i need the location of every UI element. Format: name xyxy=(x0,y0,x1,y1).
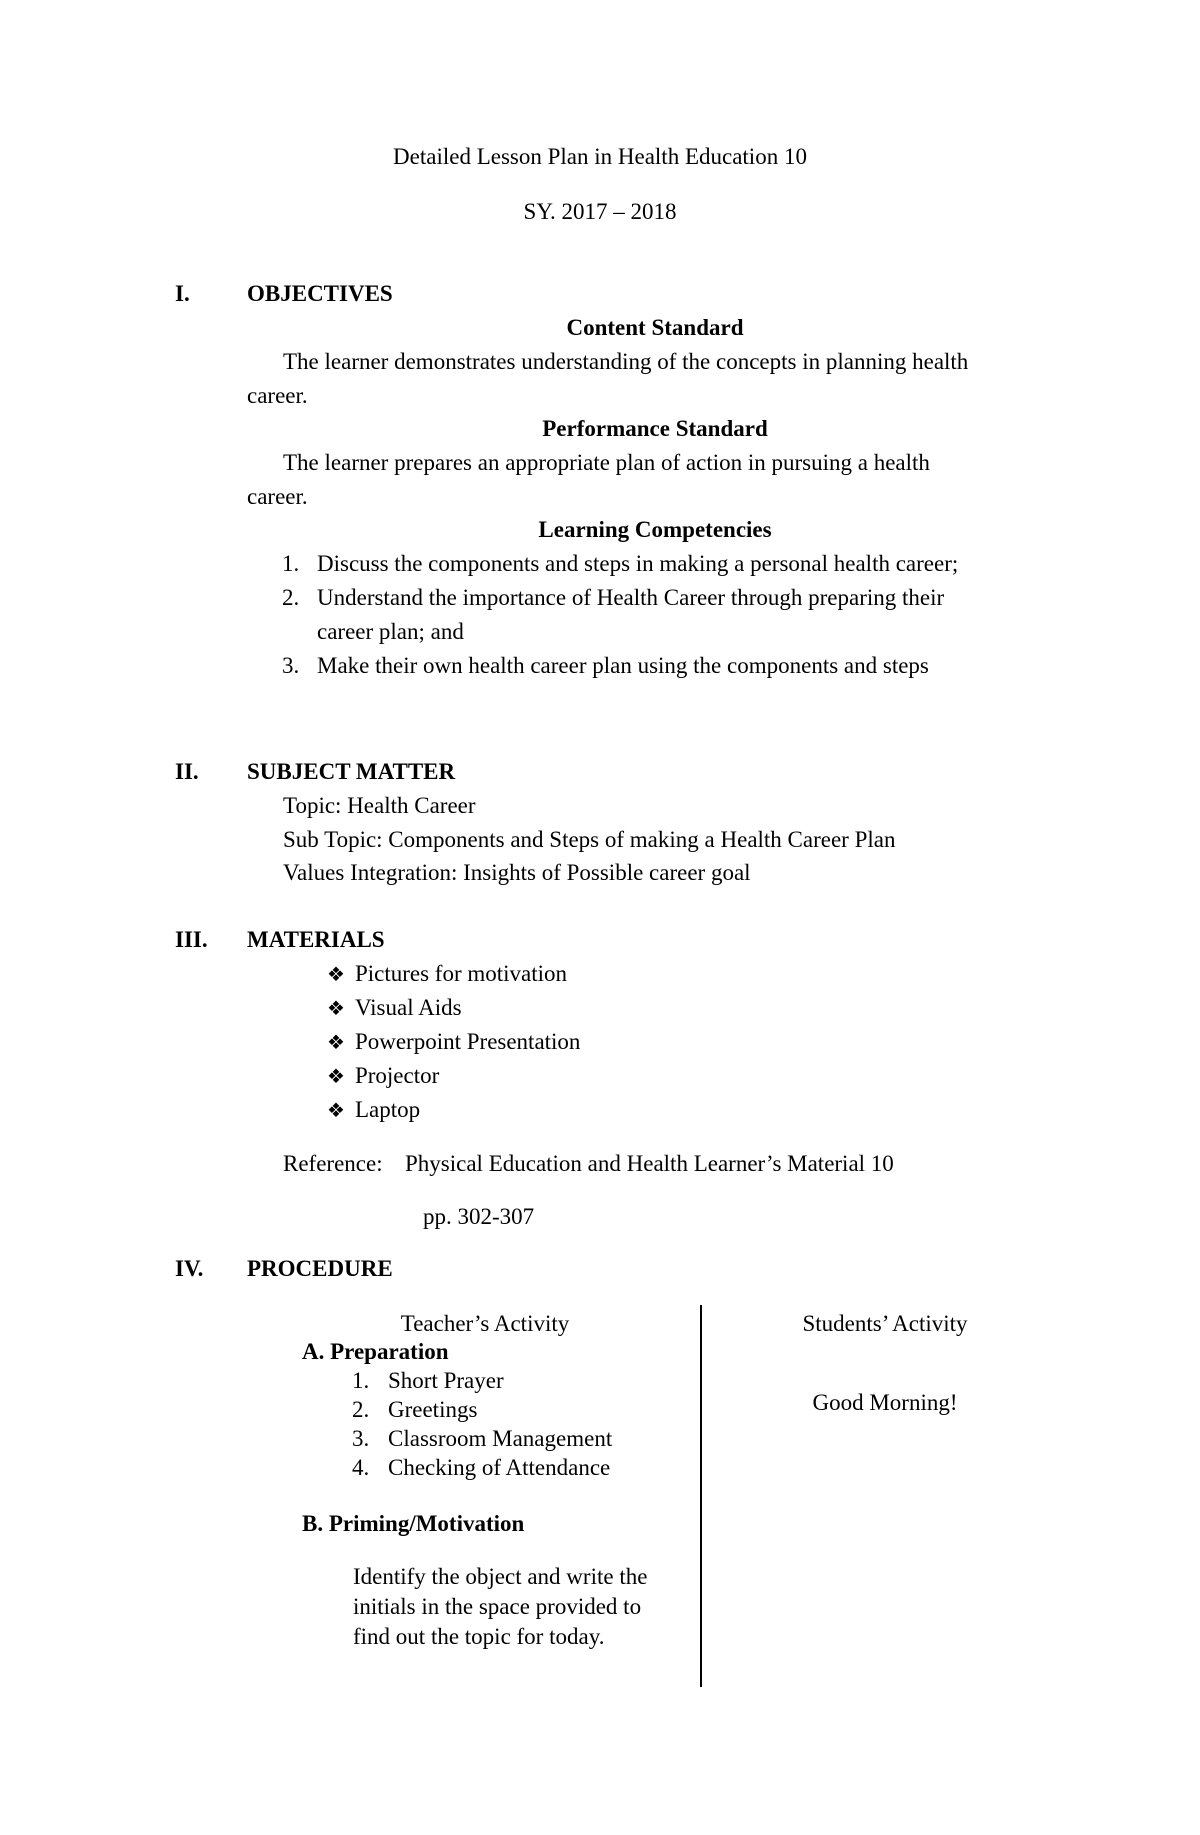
reference-pages: pp. 302-307 xyxy=(423,1204,535,1229)
diamond-bullet-icon: ❖ xyxy=(327,964,345,986)
material-item: ❖ Pictures for motivation xyxy=(327,961,568,986)
performance-standard-line2: career. xyxy=(247,484,308,509)
objectives-numeral: I. xyxy=(175,281,190,306)
diamond-bullet-icon: ❖ xyxy=(327,998,345,1020)
competency-item-2-line1: Understand the importance of Health Career through preparing their xyxy=(317,585,945,610)
diamond-bullet-icon: ❖ xyxy=(327,1100,345,1122)
teacher-activity-heading: Teacher’s Activity xyxy=(400,1311,570,1336)
preparation-number: 2. xyxy=(352,1397,370,1422)
competency-number: 2. xyxy=(282,585,300,610)
preparation-item-checking-attendance: Checking of Attendance xyxy=(388,1455,611,1480)
subject-sub-topic: Sub Topic: Components and Steps of making a Health Career Plan xyxy=(283,827,896,852)
priming-line: initials in the space provided to xyxy=(353,1594,642,1619)
preparation-label: A. Preparation xyxy=(302,1339,449,1364)
priming-label: B. Priming/Motivation xyxy=(302,1511,525,1536)
material-item: ❖ Visual Aids xyxy=(327,995,462,1020)
preparation-number: 4. xyxy=(352,1455,370,1480)
performance-standard-heading: Performance Standard xyxy=(542,416,768,441)
content-standard-line2: career. xyxy=(247,383,308,408)
subject-topic: Topic: Health Career xyxy=(283,793,476,818)
material-item: ❖ Projector xyxy=(327,1063,440,1088)
reference-label: Reference: xyxy=(283,1151,383,1176)
preparation-item-short-prayer: Short Prayer xyxy=(388,1368,504,1393)
preparation-item-greetings: Greetings xyxy=(388,1397,478,1422)
content-standard-heading: Content Standard xyxy=(566,315,744,340)
subject-values-integration: Values Integration: Insights of Possible career goal xyxy=(283,860,751,885)
competency-number: 3. xyxy=(282,653,300,678)
subject-matter-numeral: II. xyxy=(175,759,199,784)
materials-heading: MATERIALS xyxy=(247,927,385,952)
objectives-heading: OBJECTIVES xyxy=(247,281,393,306)
procedure-heading: PROCEDURE xyxy=(247,1256,393,1281)
student-response-good-morning: Good Morning! xyxy=(812,1390,958,1415)
materials-numeral: III. xyxy=(175,927,208,952)
content-standard-line1: The learner demonstrates understanding of the concepts in planning health xyxy=(283,349,969,374)
competency-item-2-line2: career plan; and xyxy=(317,619,464,644)
subject-matter-heading: SUBJECT MATTER xyxy=(247,759,456,784)
diamond-bullet-icon: ❖ xyxy=(327,1032,345,1054)
performance-standard-line1: The learner prepares an appropriate plan of action in pursuing a health xyxy=(283,450,930,475)
procedure-numeral: IV. xyxy=(175,1256,204,1281)
competency-number: 1. xyxy=(282,551,300,576)
priming-line: find out the topic for today. xyxy=(353,1624,605,1649)
activity-column-divider xyxy=(700,1305,702,1687)
competency-item-1-line1: Discuss the components and steps in making a personal health career; xyxy=(317,551,959,576)
lesson-plan-title: Detailed Lesson Plan in Health Education 10 xyxy=(393,144,807,169)
material-item: ❖ Laptop xyxy=(327,1097,421,1122)
students-activity-heading: Students’ Activity xyxy=(802,1311,968,1336)
preparation-number: 3. xyxy=(352,1426,370,1451)
reference-text: Physical Education and Health Learner’s Material 10 xyxy=(405,1151,894,1176)
learning-competencies-heading: Learning Competencies xyxy=(538,517,772,542)
preparation-item-classroom-management: Classroom Management xyxy=(388,1426,613,1451)
school-year: SY. 2017 – 2018 xyxy=(523,199,677,224)
competency-item-3-line1: Make their own health career plan using the components and steps xyxy=(317,653,929,678)
material-item: ❖ Powerpoint Presentation xyxy=(327,1029,581,1054)
diamond-bullet-icon: ❖ xyxy=(327,1066,345,1088)
priming-line: Identify the object and write the xyxy=(353,1564,648,1589)
preparation-number: 1. xyxy=(352,1368,370,1393)
